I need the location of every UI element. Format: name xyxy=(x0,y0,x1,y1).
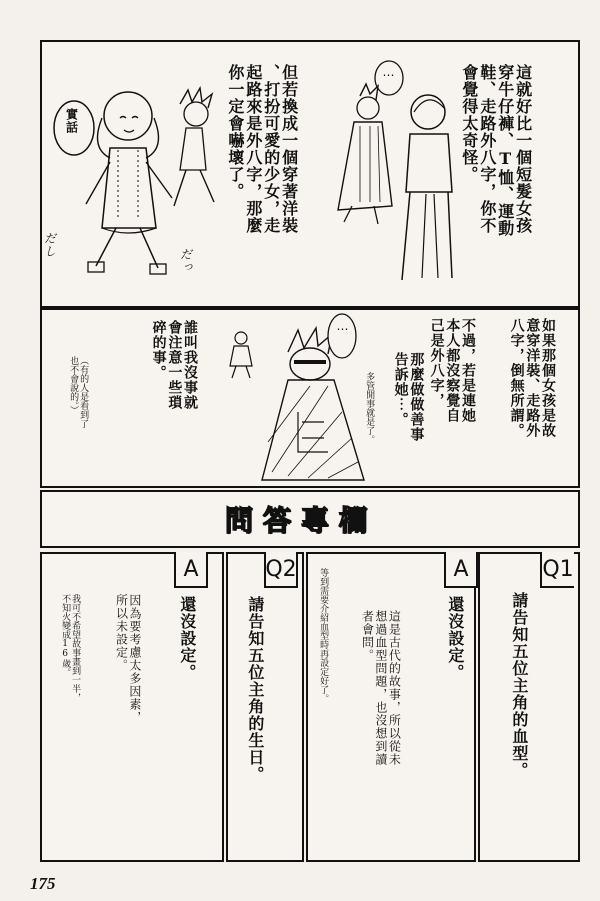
panel1-narration-left: 但若換成一個穿著洋裝 、打扮可愛的少女，走 起路來是外八字，那麼 你一定會嚇壞了。 xyxy=(225,64,299,234)
a2-detail: 因為要考慮太多因素， 所以未設定。 xyxy=(114,594,142,724)
a1-note: 等到需要介紹血型時再設定好了。 xyxy=(318,568,329,703)
sfx-dashi: だし xyxy=(42,232,57,258)
a1-answer: 還沒設定。 xyxy=(445,596,465,681)
a2-answer: 還沒設定。 xyxy=(177,596,197,681)
panel2-aside: 多管閒事就是了。 xyxy=(364,372,375,444)
q1-question: 請告知五位主角的血型。 xyxy=(509,592,529,779)
panel2-note: （有的人是看到了 也不會說的。） xyxy=(68,356,89,428)
panel2-narration-right: 如果那個女孩是故 意穿洋裝、走路外 八字，倒無所謂。 xyxy=(508,318,557,438)
panel2-narration-middle: 不過，若是連她 本人都沒察覺自 己是外八字， xyxy=(428,318,477,423)
q2-tab: Q2 xyxy=(264,552,298,588)
q1-tab: Q1 xyxy=(540,552,574,588)
q2-question: 請告知五位主角的生日。 xyxy=(245,596,265,783)
a2-tab: A xyxy=(174,552,208,588)
panel2-narration-middle-2: 那麼做做善事 告訴她⋯。 xyxy=(392,352,425,442)
qa-column-q1 xyxy=(478,552,580,862)
panel1-narration-right: 這就好比一個短髮女孩 穿牛仔褲、T恤、運動 鞋、走路外八字，你不 會覺得太奇怪。 xyxy=(459,64,533,237)
panel2-narration-left: 誰叫我沒事就 會注意一些瑣 碎的事。 xyxy=(150,320,199,410)
sfx-da: だっ xyxy=(178,248,193,274)
spiky-hair-boy-illustration xyxy=(160,86,230,216)
qa-column-q2 xyxy=(226,552,304,862)
thought-bubble-dots: ⋯ xyxy=(381,68,396,83)
distant-girl-illustration xyxy=(226,330,256,380)
panel2-thought-dots: ⋯ xyxy=(335,322,350,337)
coat-man-and-casual-person-illustration xyxy=(330,82,460,292)
a1-detail: 這是古代的故事，所以從未 想過血型問題，也沒想到讀 者會問。 xyxy=(360,610,402,766)
bubble-true-words-text: 實話 xyxy=(64,108,79,134)
page-number: 175 xyxy=(30,874,56,893)
qa-column-title: 問答專欄 xyxy=(224,504,377,537)
a1-tab: A xyxy=(444,552,478,588)
a2-note: 我可不希望故事畫到一半， 不知火變成16歲。 xyxy=(60,594,81,702)
